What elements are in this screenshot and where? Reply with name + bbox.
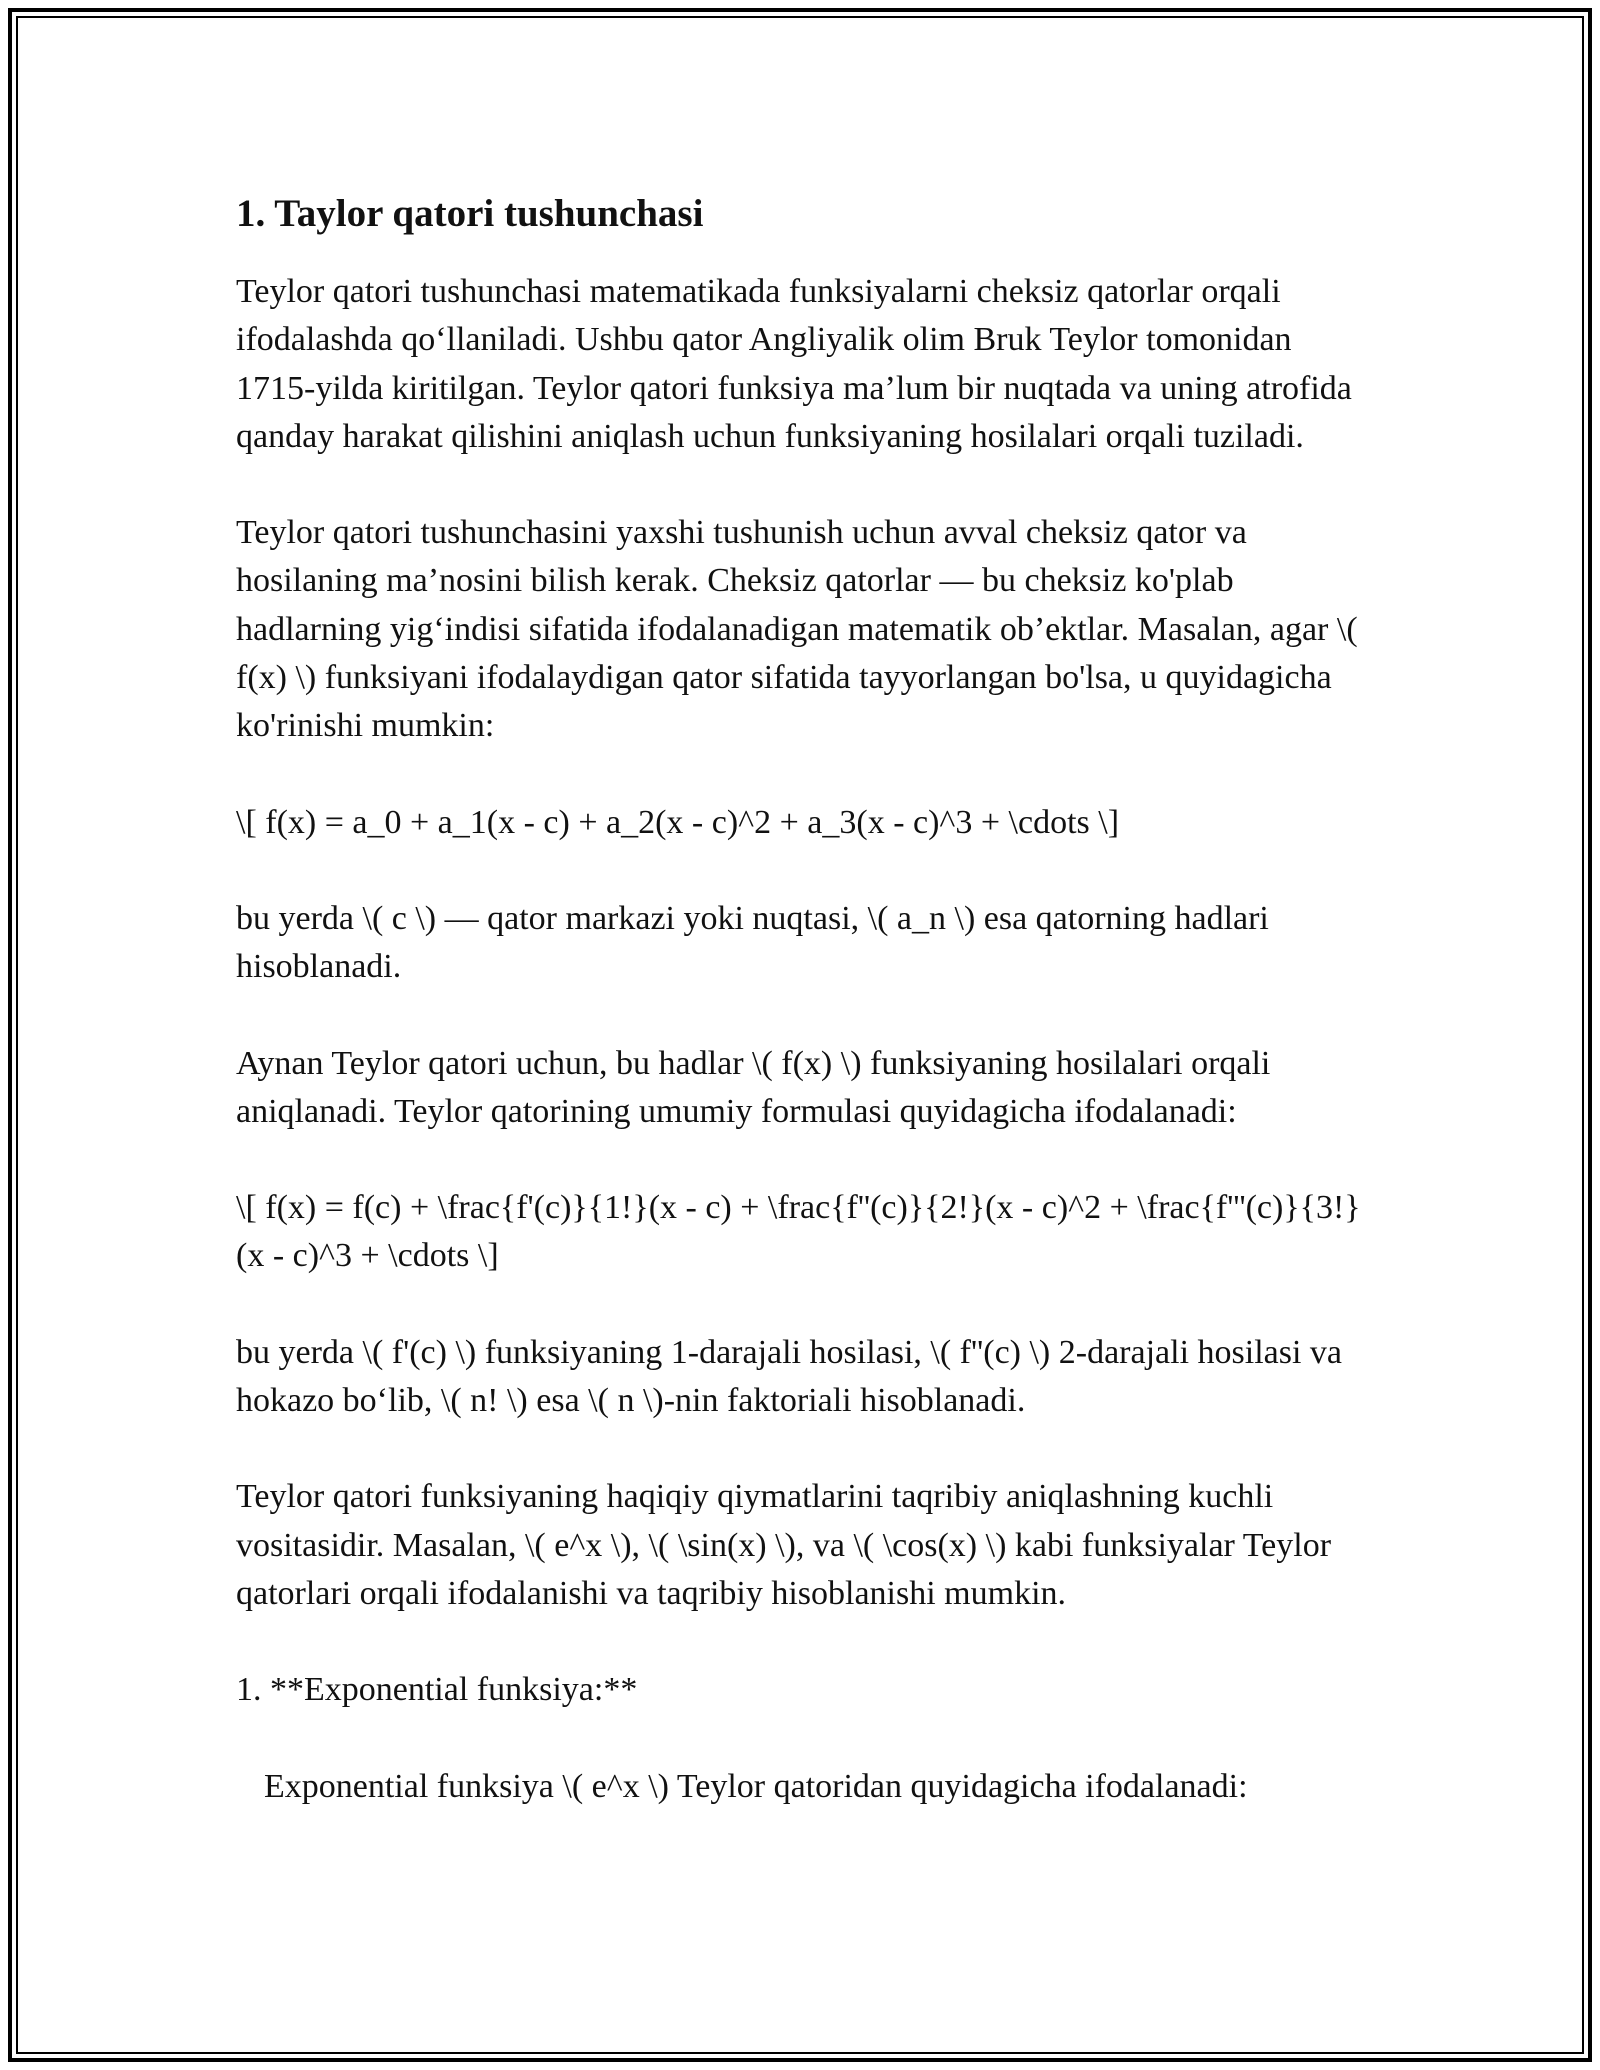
paragraph-intro: Teylor qatori tushunchasi matematikada funksiyalarni cheksiz qatorlar orqali ifodalashda qo‘llaniladi. Ushbu qator Angliyalik olim Bruk Teylor tomonidan 1715-yilda kiritilgan. Teylor qatori funksiya ma’lum bir nuqtada va uning atrofida qanday harakat qilishini aniqlash uchun funksiyaning hosilalari orqali tuziladi. xyxy=(236,273,1352,455)
paragraph-approximation: Teylor qatori funksiyaning haqiqiy qiymatlarini taqribiy aniqlashning kuchli vositasidir. Masalan, \( e^x \), \( \sin(x) \), va \( \cos(x) \) kabi funksiyalar Teylor qatorlari orqali ifodalanishi va taqribiy hisoblanishi mumkin. xyxy=(236,1478,1332,1612)
paragraph-series-terms: bu yerda \( c \) — qator markazi yoki nuqtasi, \( a_n \) esa qatorning hadlari hisoblanadi. xyxy=(236,899,1269,986)
formula-power-series: \[ f(x) = a_0 + a_1(x - c) + a_2(x - c)^2 + a_3(x - c)^3 + \cdots \] xyxy=(236,803,1120,841)
list-item-exponential: 1. **Exponential funksiya:** xyxy=(236,1671,638,1709)
paragraph-taylor-general: Aynan Teylor qatori uchun, bu hadlar \( f(x) \) funksiyaning hosilalari orqali aniqlanadi. Teylor qatorining umumiy formulasi quyidagicha ifodalanadi: xyxy=(236,1044,1271,1130)
paragraph-derivatives: bu yerda \( f'(c) \) funksiyaning 1-darajali hosilasi, \( f''(c) \) 2-darajali hosilasi va hokazo bo‘lib, \( n! \) esa \( n \)-nin faktoriali hisoblanadi. xyxy=(236,1333,1342,1420)
formula-taylor-series: \[ f(x) = f(c) + \frac{f'(c)}{1!}(x - c) + \frac{f''(c)}{2!}(x - c)^2 + \frac{f'''(c)}{3!}(x - c)^3 + \cdots \] xyxy=(236,1189,1361,1275)
paragraph-series-explanation: Teylor qatori tushunchasini yaxshi tushunish uchun avval cheksiz qator va hosilaning ma’nosini bilish kerak. Cheksiz qatorlar — bu cheksiz ko'plab hadlarning yig‘indisi sifatida ifodalanadigan matematik ob’ektlar. Masalan, agar \( f(x) \) funksiyani ifodalaydigan qator sifatida tayyorlangan bo'lsa, u quyidagicha ko'rinishi mumkin: xyxy=(236,514,1358,745)
paragraph-exponential: Exponential funksiya \( e^x \) Teylor qatoridan quyidagicha ifodalanadi: xyxy=(264,1767,1248,1805)
section-heading: 1. Taylor qatori tushunchasi xyxy=(236,192,704,235)
document-body xyxy=(236,186,1376,1859)
